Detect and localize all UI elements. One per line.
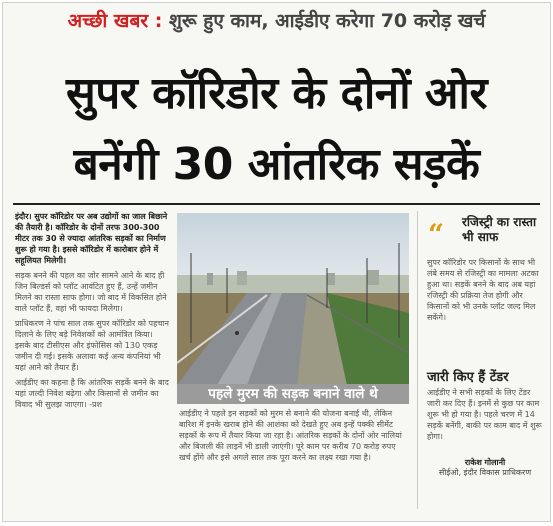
left-column-text xyxy=(15,211,169,509)
photo-caption: पहले मुरम की सड़क बनाने वाले थे xyxy=(177,384,409,404)
sidebar-title: रजिस्ट्री का रास्ता भी साफ xyxy=(462,215,537,244)
sidebar-subheading: जारी किए हैं टेंडर xyxy=(427,370,509,385)
paragraph: सुपर कॉरिडोर पर किसानों के साथ भी लंबे समय से रजिस्ट्री का मामला अटका हुआ था। सड़कें बनने के बाद अब यहां रजिस्ट्री की प्रक्रिया तेज होगी और किसानों को भी उनके प्लॉट जल्द मिल सकेंगे। xyxy=(427,258,539,322)
signature-block xyxy=(427,458,543,478)
corridor-road-photo xyxy=(177,213,409,385)
signature-name: राकेश गोलानी xyxy=(464,458,506,467)
center-column-text xyxy=(179,408,407,503)
road-photo-illustration xyxy=(177,213,409,385)
headline-line-1: सुपर कॉरिडोर के दोनों ओर xyxy=(66,68,487,119)
paragraph: प्राधिकरण ने पांच साल तक सुपर कॉरिडोर को पहचान दिलाने के लिए बड़े निवेशकों को आमंत्रित किया। इसके बाद टीसीएस और इंफोसिस को 130 एकड़ जमीन दी गई। इसके अलावा कई अन्य कंपनियां भी यहां आने को तैयार हैं। xyxy=(15,319,169,372)
signature-role: सीईओ, इंदौर विकास प्राधिकरण xyxy=(438,468,532,477)
paragraph: सड़क बनने की पहल का जोर सामने आने के बाद ही जिन बिल्डर्स को प्लॉट आवंटित हुए हैं, उन्हें जमीन मिलने का रास्ता साफ होगा। जो बाद में विकसित होने वाले प्लॉट हैं, वहां भी फायदा मिलेगा। xyxy=(15,271,167,313)
kicker-text: शुरू हुए काम, आईडीए करेगा 70 करोड़ खर्च xyxy=(168,10,486,32)
newspaper-clipping xyxy=(2,2,551,522)
paragraph: आईडीए का कहना है कि आंतरिक सड़कें बनने के बाद यहां जल्दी निवेश बढ़ेगा और किसानों से जमीन का विवाद भी सुलझ जाएगा। -प्रश xyxy=(15,378,169,409)
sidebar-text xyxy=(427,257,543,367)
sidebar-text-2 xyxy=(427,387,543,455)
quote-mark-icon: “ xyxy=(428,218,445,251)
paragraph: आईडीए ने पहले इन सड़कों को मुरम से बनाने की योजना बनाई थी, लेकिन बारिश में इनके खराब होने की आशंका को देखते हुए अब इन्हें पक्की सीमेंट सड़कों के रूप में तैयार किया जा रहा है। आंतरिक सड़कों के दोनों ओर नालियां और बिजली की लाइनें भी डाली जाएंगी। पूरे काम पर करीब 70 करोड़ रुपए खर्च होंगे और इसे अगले साल तक पूरा करने का लक्ष्य रखा गया है। xyxy=(179,409,402,462)
paragraph: आईडीए ने सभी सड़कों के लिए टेंडर जारी कर दिए हैं। इनमें से कुछ पर काम शुरू भी हो गया है। पहले चरण में 14 सड़कें बनेंगी, बाकी पर काम बाद में शुरू होगा। xyxy=(427,388,542,441)
kicker-label: अच्छी खबर : xyxy=(67,10,163,32)
headline-line-2: बनेंगी 30 आंतरिक सड़कें xyxy=(73,139,480,190)
paragraph: इंदौर। सुपर कॉरिडोर पर अब उद्योगों का जाल बिछाने की तैयारी है। कॉरिडोर के दोनों तरफ 300-300 मीटर तक 30 से ज्यादा आंतरिक सड़कों का निर्माण शुरू हो गया है। इससे कॉरिडोर में कारोबार होने में सहूलियत मिलेगी। xyxy=(15,212,168,265)
headline-divider xyxy=(13,203,540,205)
kicker-line xyxy=(3,7,550,33)
